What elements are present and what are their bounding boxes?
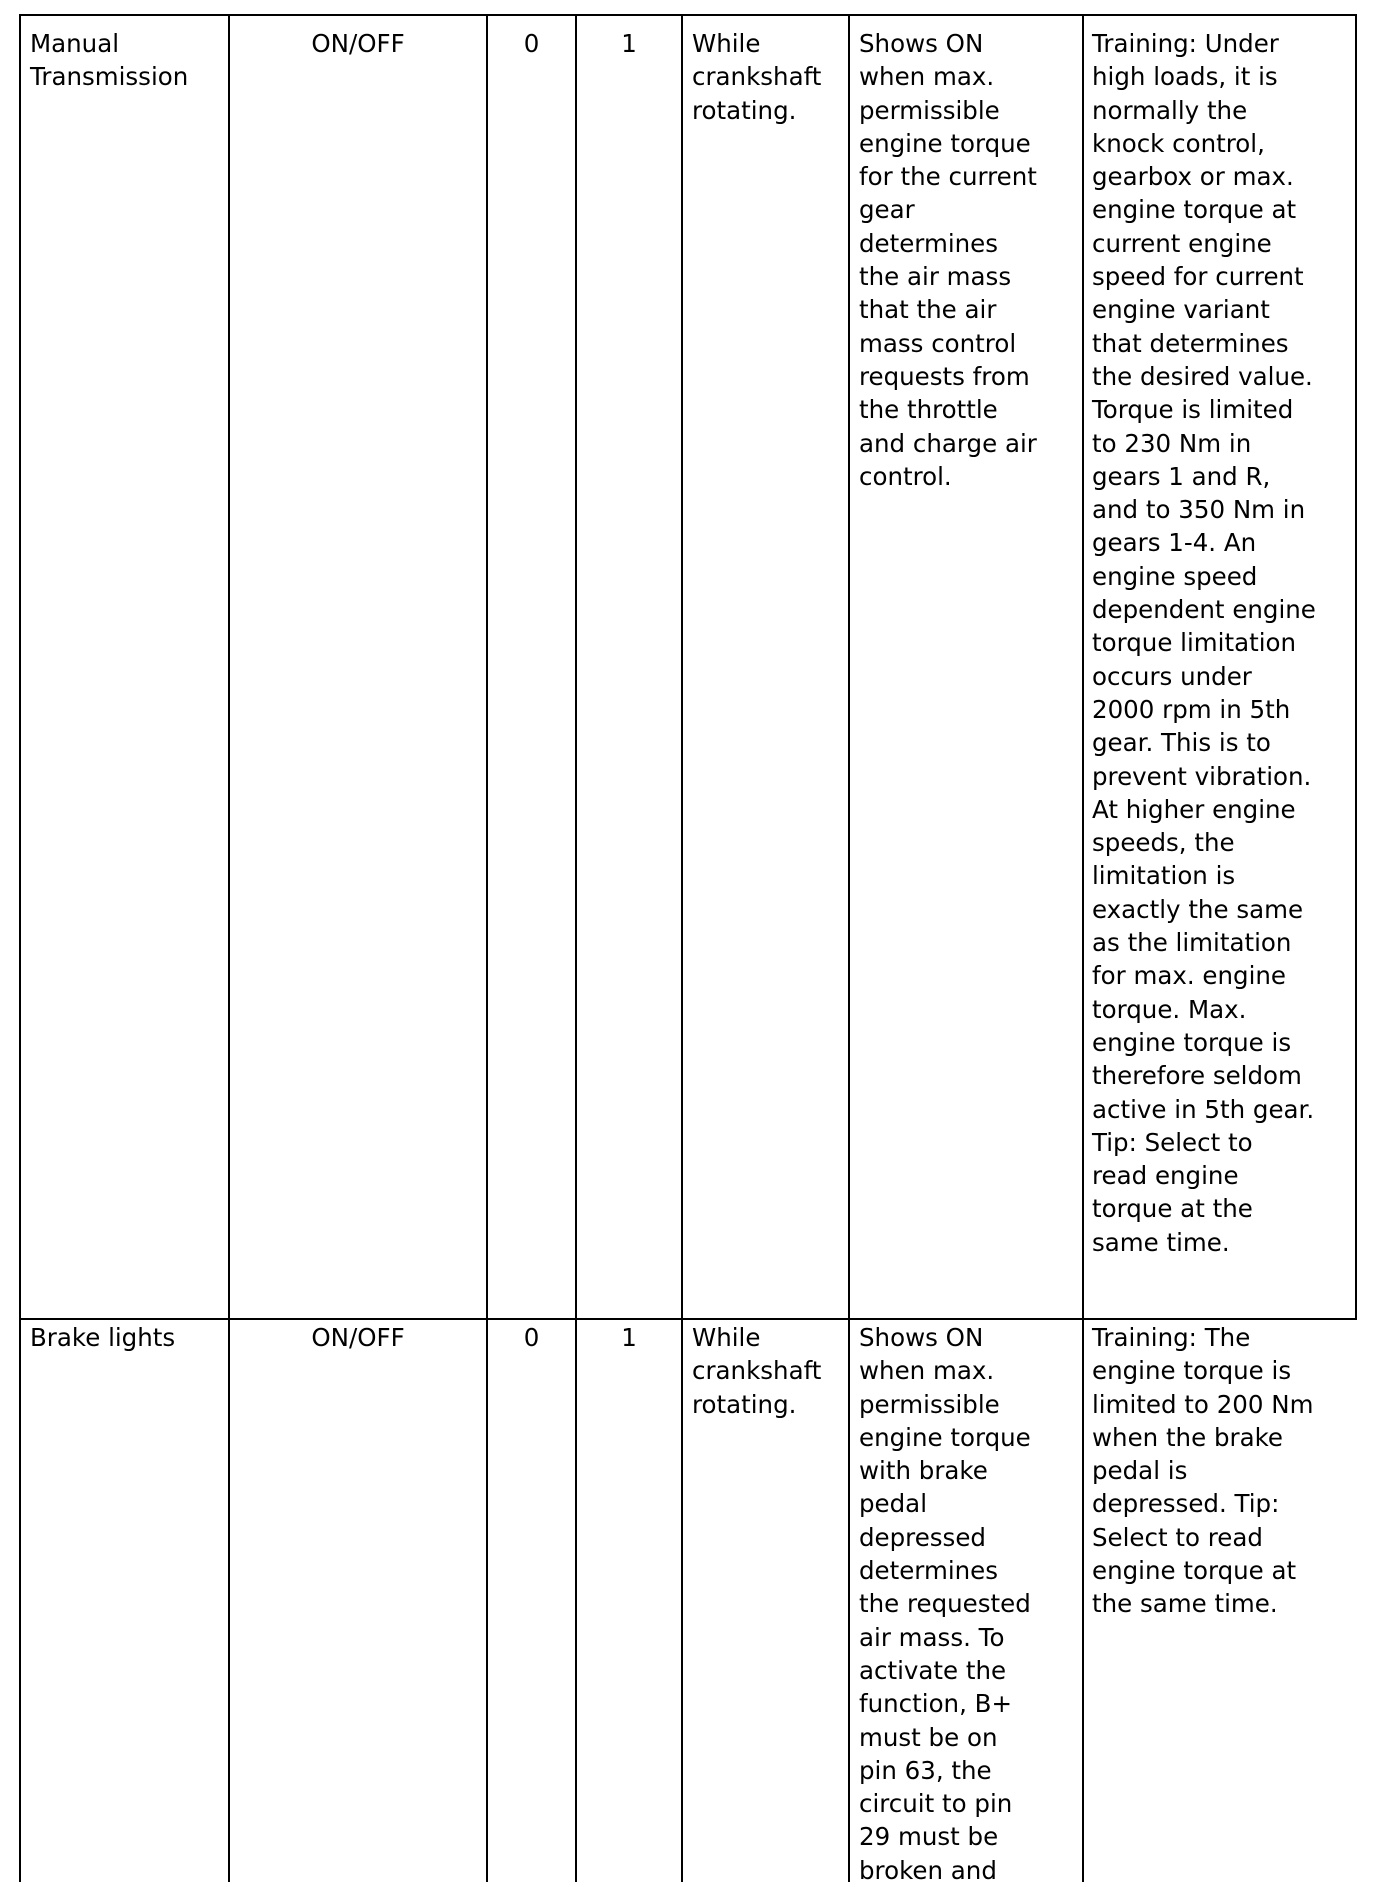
- notes-text: Training: Under high loads, it is normally the knock control, gearbox or max. engine torque at current engine speed for current engine variant that determines the desired value. Torque is limited to 230 Nm in gears 1 and R, and to 350 Nm in gears 1-4. An engine speed dependent engine torque limitation occurs under 2000 rpm in 5th gear. This is to prevent vibration. At higher engine speeds, the limitation is exactly the same as the limitation for max. engine torque. Max. engine torque is therefore seldom active in 5th gear. Tip: Select to read engine torque at the same time.: [1092, 29, 1316, 1257]
- signal-name: Manual Transmission: [30, 29, 189, 92]
- description-text: Shows ON when max. permissible engine torque with brake pedal depressed determines the requested air mass. To activate the function, B+ must be on pin 63, the circuit to pin 29 must be broken and: [859, 1323, 1031, 1885]
- row-divider: [19, 1318, 1357, 1320]
- column-border: [1082, 14, 1084, 1882]
- column-border: [486, 14, 488, 1882]
- min-value: 0: [523, 29, 540, 58]
- max-value: 1: [621, 29, 637, 58]
- condition-text: While crankshaft rotating.: [692, 29, 822, 125]
- table-top-border: [19, 14, 1357, 16]
- signal-name: Brake lights: [30, 1323, 176, 1352]
- unit-value: ON/OFF: [311, 29, 405, 58]
- notes-text: Training: The engine torque is limited to 200 Nm when the brake pedal is depressed. Tip: Select to read engine torque at the same time.: [1092, 1323, 1314, 1619]
- unit-value: ON/OFF: [311, 1323, 405, 1352]
- column-border: [228, 14, 230, 1882]
- min-value: 0: [523, 1323, 540, 1352]
- column-border: [575, 14, 577, 1882]
- column-border: [681, 14, 683, 1882]
- condition-text: While crankshaft rotating.: [692, 1323, 822, 1419]
- column-border: [848, 14, 850, 1882]
- max-value: 1: [621, 1323, 637, 1352]
- column-border: [1355, 14, 1357, 1319]
- description-text: Shows ON when max. permissible engine torque for the current gear determines the air mass that the air mass control requests from the throttle and charge air control.: [859, 29, 1037, 491]
- column-border: [19, 14, 21, 1882]
